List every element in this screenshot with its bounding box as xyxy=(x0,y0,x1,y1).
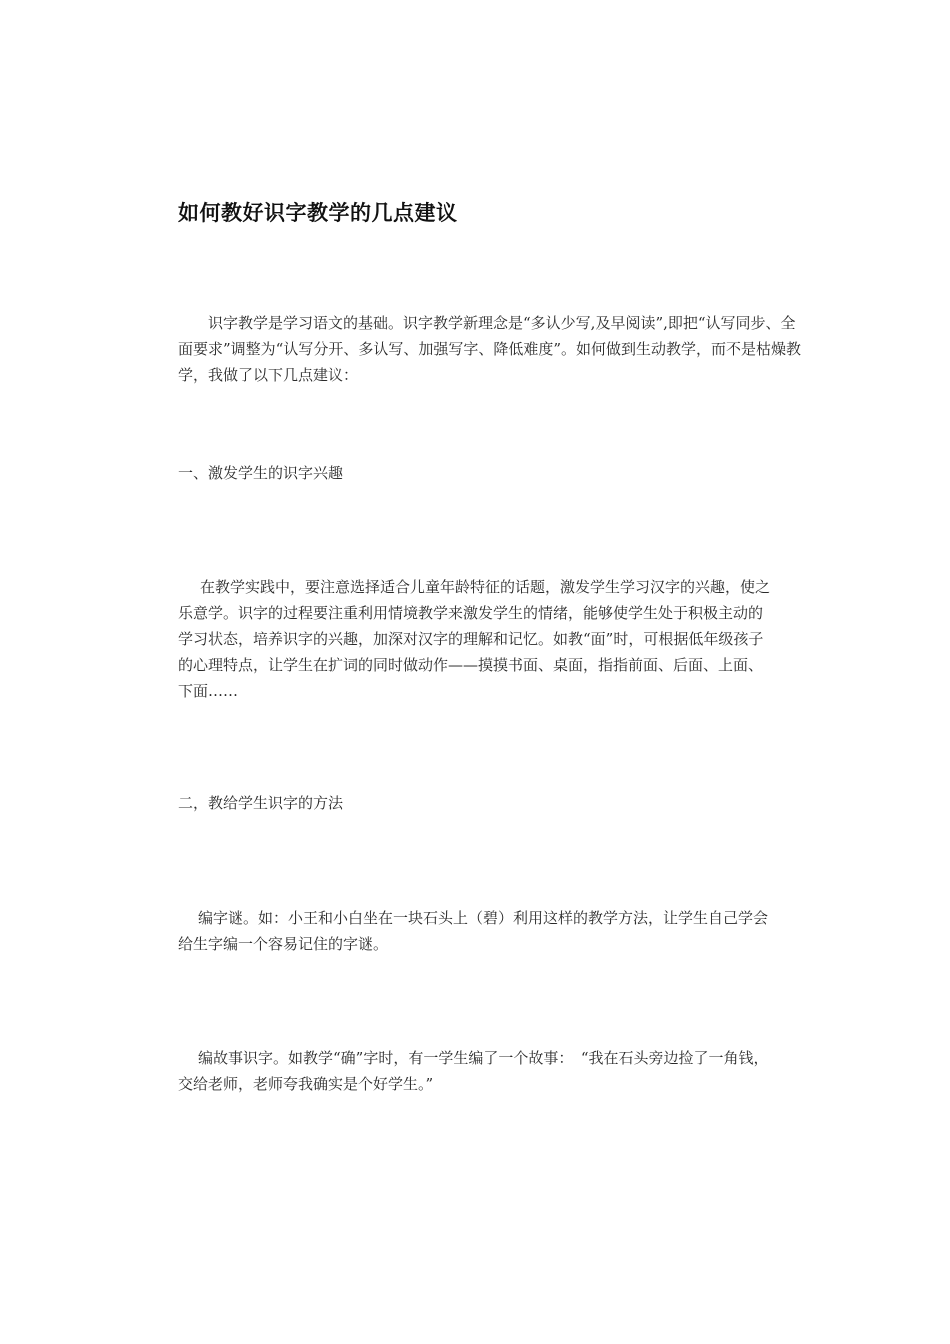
section-2-paragraph-riddle: 编字谜。如：小王和小白坐在一块石头上（碧）利用这样的教学方法，让学生自己学会给生字编一个容易记住的字谜。 xyxy=(178,909,769,953)
section-heading-2: 二，教给学生识字的方法 xyxy=(178,794,344,812)
document-title: 如何教好识字教学的几点建议 xyxy=(178,201,458,225)
intro-paragraph: 识字教学是学习语文的基础。识字教学新理念是“多认少写,及早阅读”,即把“认写同步、全面要求”调整为“认写分开、多认写、加强写字、降低难度”。如何做到生动教学，而不是枯燥教学，我做了以下几点建议： xyxy=(178,314,802,384)
section-1-paragraph: 在教学实践中，要注意选择适合儿童年龄特征的话题，激发学生学习汉字的兴趣，使之乐意学。识字的过程要注重利用情境教学来激发学生的情绪，能够使学生处于积极主动的学习状态，培养识字的兴趣，加深对汉字的理解和记忆。如教“面”时，可根据低年级孩子的心理特点，让学生在扩词的同时做动作——摸摸书面、桌面，指指前面、后面、上面、下面…… xyxy=(178,578,771,700)
section-2-paragraph-story: 编故事识字。如教学“确”字时，有一学生编了一个故事： “我在石头旁边捡了一角钱，交给老师，老师夸我确实是个好学生。” xyxy=(178,1049,769,1093)
section-heading-1: 一、激发学生的识字兴趣 xyxy=(178,464,344,482)
